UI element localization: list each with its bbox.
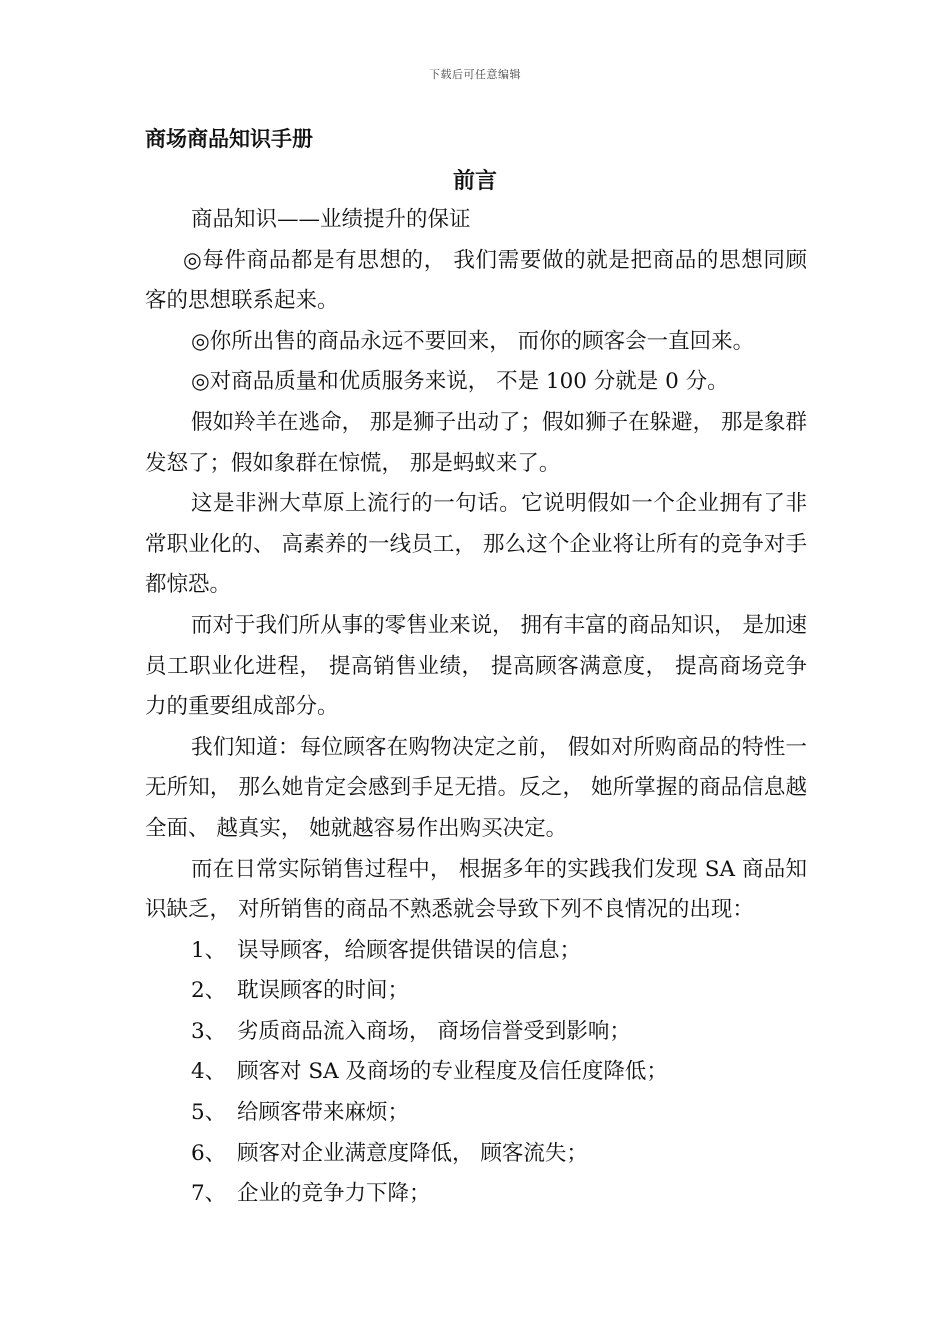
list-item-number: 1、 [191,937,227,963]
consequence-list [145,931,807,1215]
list-item [145,1012,807,1053]
paragraph-bullet-thought: ◎每件商品都是有思想的， 我们需要做的就是把商品的思想同顾客的思想联系起来。 [145,247,807,314]
list-item-text: 顾客对企业满意度降低， 顾客流失； [237,1140,588,1166]
list-item [145,1174,807,1215]
list-item-number: 7、 [191,1181,227,1207]
paragraph-savanna: 这是非洲大草原上流行的一句话。它说明假如一个企业拥有了非常职业化的、 高素养的一线员工， 那么这个企业将让所有的竞争对手都惊恐。 [145,491,807,598]
paragraph-purchase: 我们知道：每位顾客在购物决定之前， 假如对所购商品的特性一无所知， 那么她肯定会感到手足无措。反之， 她所掌握的商品信息越全面、 越真实， 她就越容易作出购买决定。 [145,734,807,841]
list-item [145,931,807,972]
list-item-text: 企业的竞争力下降； [237,1181,431,1207]
list-item [145,1093,807,1134]
list-item-text: 耽误顾客的时间； [237,978,410,1004]
list-item-number: 4、 [191,1059,227,1085]
paragraph-bullet-quality: ◎对商品质量和优质服务来说， 不是 100 分就是 0 分。 [191,369,729,395]
document-body [145,200,807,1215]
list-item-text: 劣质商品流入商场， 商场信誉受到影响； [237,1018,631,1044]
list-item [145,1052,807,1093]
paragraph-antelope: 假如羚羊在逃命， 那是狮子出动了；假如狮子在躲避， 那是象群发怒了；假如象群在惊慌， 那是蚂蚁来了。 [145,409,807,476]
section-title: 前言 [452,169,497,194]
document-title: 商场商品知识手册 [145,127,313,151]
paragraph-subtitle: 商品知识——业绩提升的保证 [191,207,471,232]
list-item-text: 误导顾客，给顾客提供错误的信息； [237,937,582,963]
list-item-number: 2、 [191,978,227,1004]
list-item-number: 6、 [191,1140,227,1166]
paragraph-bullet-customer: ◎你所出售的商品永远不要回来， 而你的顾客会一直回来。 [191,328,755,354]
list-item-number: 3、 [191,1018,227,1044]
list-item-number: 5、 [191,1100,227,1126]
list-item-text: 顾客对 SA 及商场的专业程度及信任度降低； [237,1059,668,1085]
list-item-text: 给顾客带来麻烦； [237,1100,410,1126]
paragraph-practice: 而在日常实际销售过程中， 根据多年的实践我们发现 SA 商品知识缺乏， 对所销售的商品不熟悉就会导致下列不良情况的出现： [145,856,807,923]
list-item [145,971,807,1012]
header-note: 下载后可任意编辑 [429,68,521,81]
paragraph-retail: 而对于我们所从事的零售业来说， 拥有丰富的商品知识， 是加速员工职业化进程， 提高销售业绩， 提高顾客满意度， 提高商场竞争力的重要组成部分。 [145,612,807,720]
list-item [145,1134,807,1175]
